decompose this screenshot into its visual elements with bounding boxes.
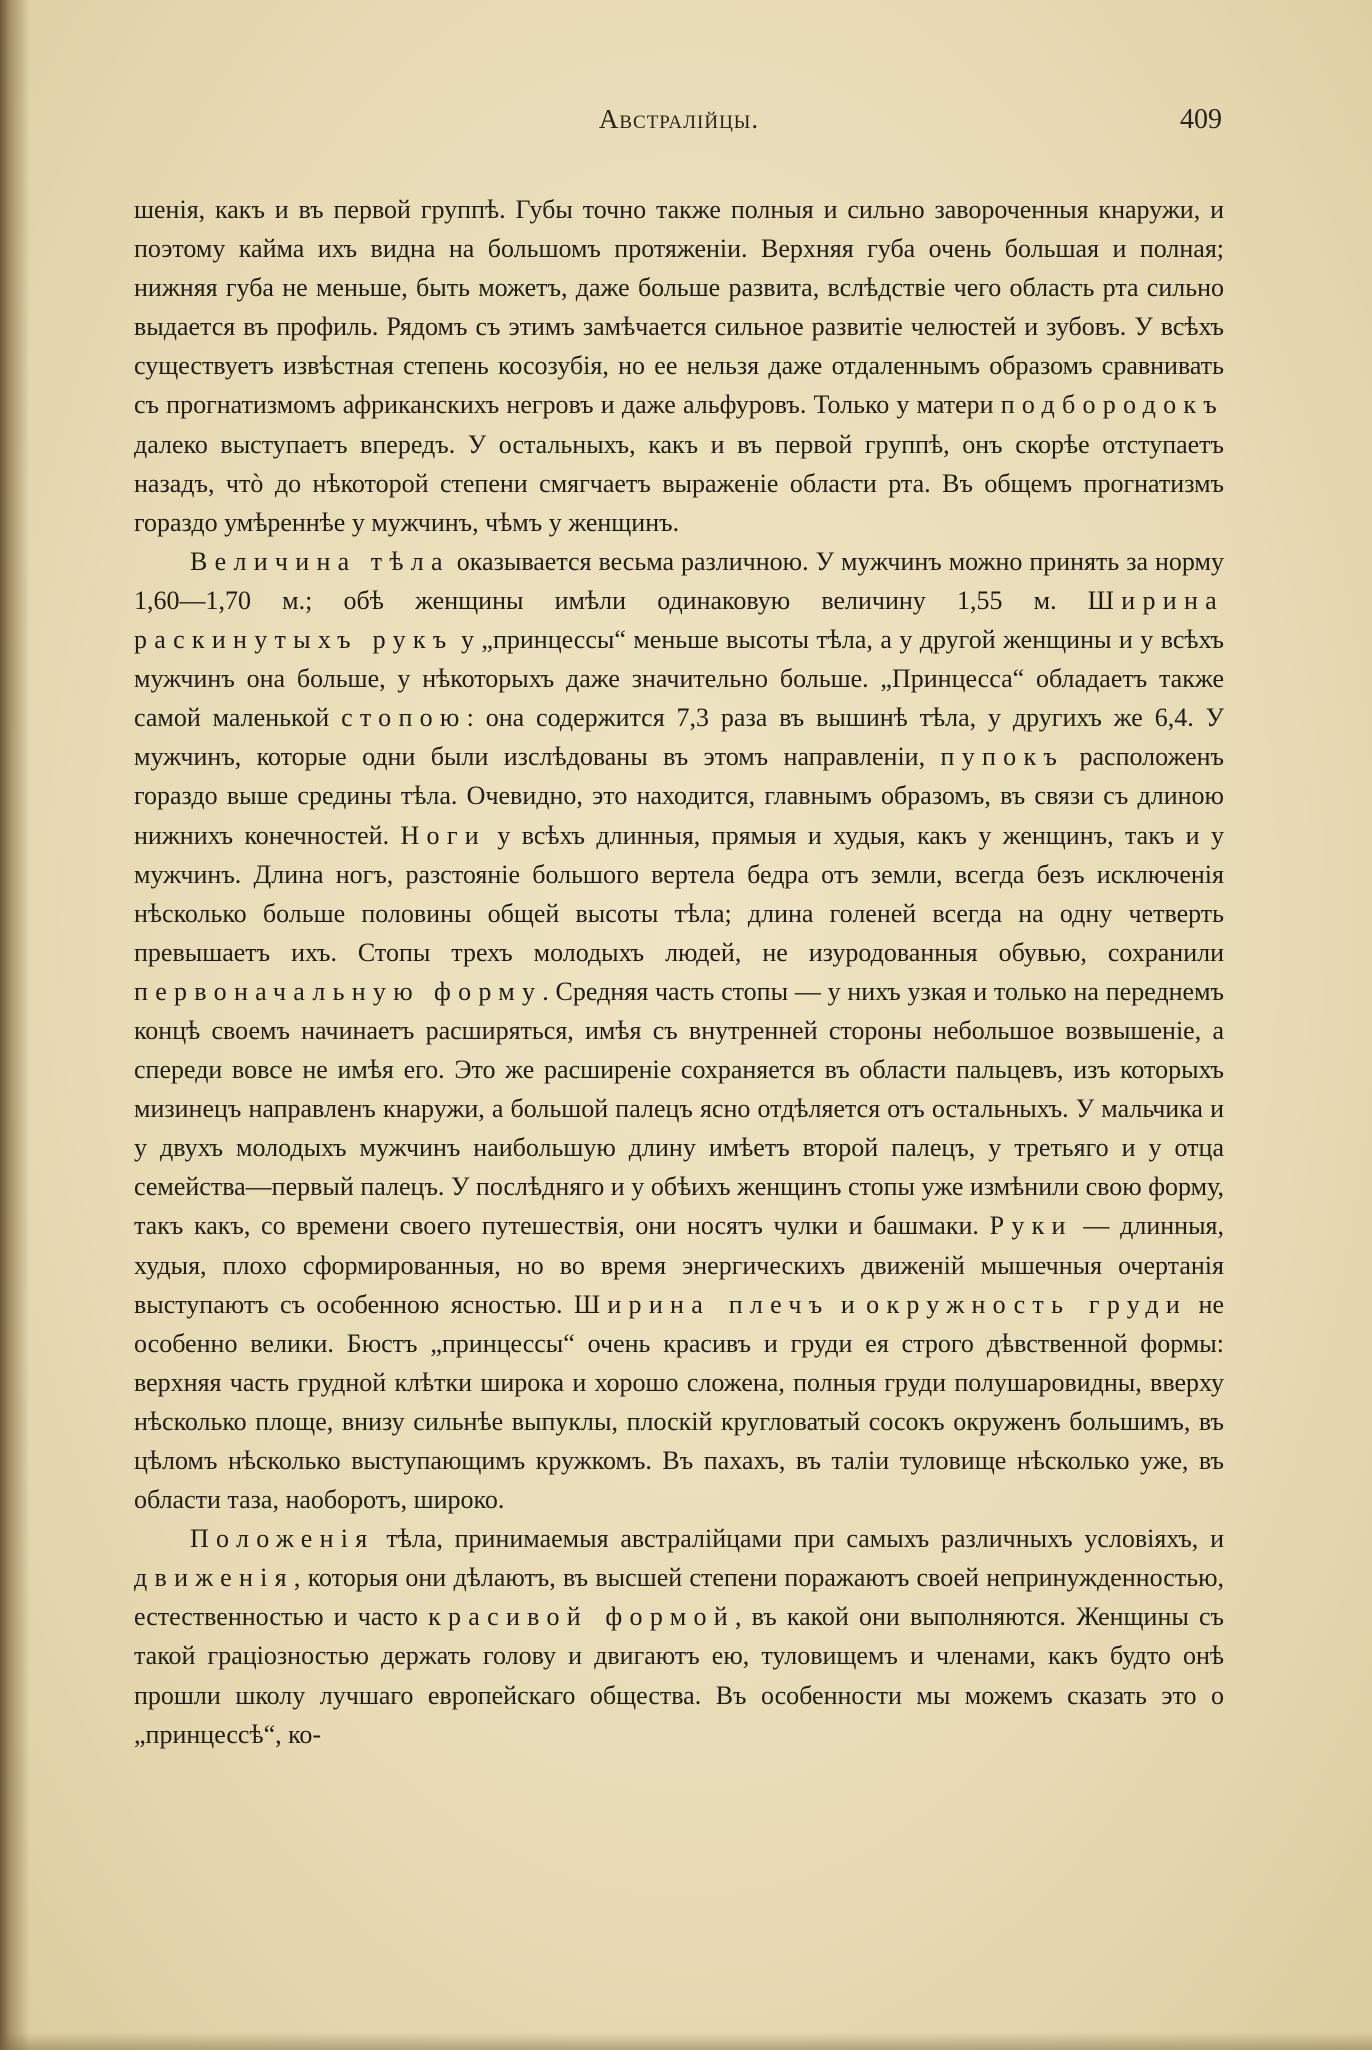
paragraph-text-run: оказывается весьма различною. У мужчинъ можно принять за норму 1,60—1,70 м.; обѣ женщины имѣли одинаковую величину 1,55 м.	[134, 546, 1224, 615]
emphasis-spaced-text: движенія	[134, 1563, 294, 1593]
running-title: Австралійцы.	[598, 104, 760, 134]
emphasis-spaced-text: пупокъ	[940, 742, 1065, 772]
paragraph	[134, 542, 1224, 1519]
page-number: 409	[1180, 104, 1222, 135]
paragraph-text-run: расположенъ гораздо выше средины тѣла. Очевидно, это находится, главнымъ образомъ, въ связи съ длиною нижнихъ конечностей.	[134, 742, 1224, 850]
paragraph-text-run: , въ какой они выполняются. Женщины съ такой граціозностью держать голову и двигаютъ ею, туловищемъ и членами, какъ будто онѣ прошли школу лучшаго европейскаго общества. Въ особенности мы можемъ сказать это о „принцессѣ“, ко-	[134, 1602, 1225, 1749]
page-edge-shade	[0, 2032, 1372, 2050]
emphasis-spaced-text: первоначальную форму	[134, 976, 543, 1006]
paragraph	[134, 1519, 1224, 1754]
emphasis-spaced-text: стопою	[341, 703, 467, 733]
paragraph-text-run: далеко выступаетъ впередъ. У остальныхъ, какъ и въ первой группѣ, онъ скорѣе отступаетъ назадъ, чтò до нѣкоторой степени смягчаетъ выраженіе области рта. Въ общемъ прогнатизмъ гораздо умѣреннѣе у мужчинъ, чѣмъ у женщинъ.	[134, 429, 1224, 537]
paragraph-text-run: у всѣхъ длинныя, прямыя и худыя, какъ у женщинъ, такъ и у мужчинъ. Длина ногъ, разстояніе большого вертела бедра отъ земли, всегда безъ исключенія нѣсколько больше половины общей высоты тѣла; длина голеней всегда на одну четверть превышаетъ ихъ. Стопы трехъ молодыхъ людей, не изуродованныя обувью, сохранили	[134, 820, 1224, 967]
paragraph-text-run: , которыя они дѣлаютъ, въ высшей степени поражаютъ своей непринужденностью, естественностью и часто	[134, 1563, 1224, 1632]
spine-shadow	[0, 0, 30, 2050]
emphasis-spaced-text: Ноги	[400, 820, 486, 850]
emphasis-spaced-text: Величина тѣла	[190, 546, 450, 576]
paragraph-text-run: тѣла, принимаемыя австралійцами при самыхъ различныхъ условіяхъ, и	[374, 1524, 1224, 1554]
paragraph-text-run: шенія, какъ и въ первой группѣ. Губы точно также полныя и сильно завороченныя кнаружи, и поэтому кайма ихъ видна на большомъ протяженіи. Верхняя губа очень большая и полная; нижняя губа не меньше, быть можетъ, даже больше развита, вслѣдствіе чего область рта сильно выдается въ профиль. Рядомъ съ этимъ замѣчается сильное развитіе челюстей и зубовъ. У всѣхъ существуетъ извѣстная степень косозубія, но ее нельзя даже отдаленнымъ образомъ сравнивать съ прогнатизмомъ африканскихъ негровъ и даже альфуровъ. Только у матери	[134, 195, 1224, 420]
paragraph-text-run: не особенно велики. Бюстъ „принцессы“ очень красивъ и груди ея строго дѣвственной формы: верхняя часть грудной клѣтки широка и хорошо сложена, полныя груди полушаровидны, вверху нѣсколько площе, внизу сильнѣе выпуклы, плоскій кругловатый сосокъ окруженъ большимъ, въ цѣломъ нѣсколько выступающимъ кружкомъ. Въ пахахъ, въ таліи туловище нѣсколько уже, въ области таза, наоборотъ, широко.	[134, 1289, 1224, 1515]
emphasis-spaced-text: Руки	[989, 1211, 1073, 1241]
paragraph-text-run: у „принцессы“ меньше высоты тѣла, а у другой женщины и у всѣхъ мужчинъ она больше, у нѣкоторыхъ даже значительно больше. „Принцесса“ обладаетъ также самой маленькой	[134, 625, 1224, 733]
emphasis-spaced-text: Положенія	[190, 1524, 375, 1554]
paragraph-text-run: и	[829, 1289, 867, 1319]
emphasis-spaced-text: красивой формой	[428, 1602, 735, 1632]
running-header	[134, 104, 1224, 148]
emphasis-spaced-text: Ширина раскинутыхъ рукъ	[134, 585, 1224, 655]
emphasis-spaced-text: Ширина плечъ	[573, 1289, 830, 1319]
body-text	[134, 190, 1224, 1754]
paragraph	[134, 190, 1224, 542]
emphasis-spaced-text: окружность груди	[866, 1289, 1188, 1319]
paragraph-text-run: . Средняя часть стопы — у нихъ узкая и только на переднемъ концѣ своемъ начинаетъ расширяться, имѣя съ внутренней стороны небольшое возвышеніе, а спереди вовсе не имѣя его. Это же расширеніе сохраняется въ области пальцевъ, изъ которыхъ мизинецъ направленъ кнаружи, а большой палецъ ясно отдѣляется отъ остальныхъ. У мальчика и у двухъ молодыхъ мужчинъ наибольшую длину имѣетъ второй палецъ, у третьяго и у отца семейства—первый палецъ. У послѣдняго и у обѣихъ женщинъ стопы уже измѣнили свою форму, такъ какъ, со времени своего путешествія, они носятъ чулки и башмаки.	[134, 976, 1224, 1241]
paragraph-text-run: — длинныя, худыя, плохо сформированныя, но во время энергическихъ движеній мышечныя очертанія выступаютъ съ особенною ясностью.	[134, 1211, 1224, 1319]
emphasis-spaced-text: подбородокъ	[1000, 390, 1224, 420]
paragraph-text-run: : она содержится 7,3 раза въ вышинѣ тѣла, у другихъ же 6,4. У мужчинъ, которые одни были изслѣдованы въ этомъ направленіи,	[134, 703, 1224, 772]
